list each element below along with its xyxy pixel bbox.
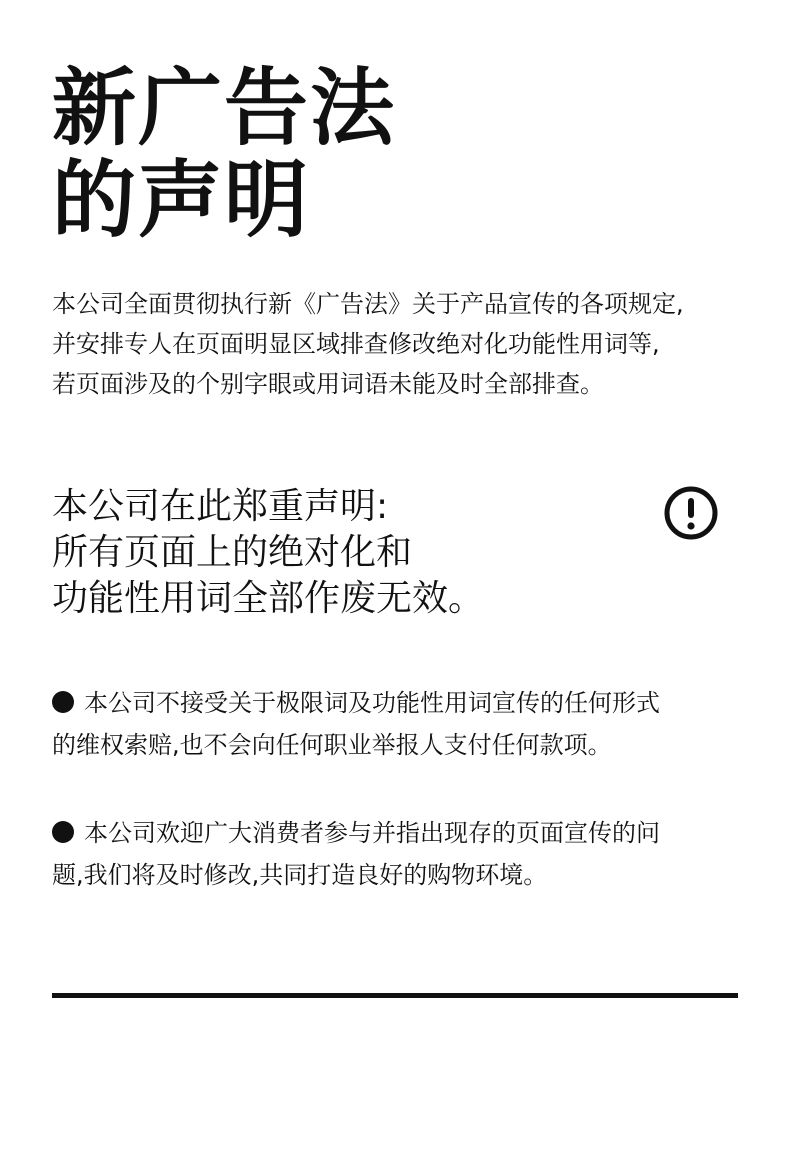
bullet-item-welcome-feedback [52, 812, 752, 896]
bullet-2-line-1 [52, 812, 752, 854]
bullet-1-text-1: 本公司不接受关于极限词及功能性用词宣传的任何形式 [84, 689, 660, 717]
bullet-dot-icon [52, 821, 74, 843]
declaration-line-1: 本公司在此郑重声明: [52, 486, 389, 527]
bullet-2-line-2: 题,我们将及时修改,共同打造良好的购物环境。 [52, 861, 548, 889]
bullet-2-text-1: 本公司欢迎广大消费者参与并指出现存的页面宣传的问 [84, 819, 660, 847]
intro-paragraph [52, 284, 752, 404]
declaration-line-3: 功能性用词全部作废无效。 [52, 578, 485, 619]
intro-line-2: 并安排专人在页面明显区域排查修改绝对化功能性用词等, [52, 330, 660, 358]
exclamation-circle-icon [663, 485, 719, 541]
intro-line-3: 若页面涉及的个别字眼或用词语未能及时全部排查。 [52, 370, 604, 398]
bullet-item-no-claims [52, 682, 752, 766]
page-title [52, 59, 397, 249]
bullet-1-line-2: 的维权索赔,也不会向任何职业举报人支付任何款项。 [52, 731, 612, 759]
declaration-line-2: 所有页面上的绝对化和 [52, 532, 413, 573]
bottom-divider [52, 993, 738, 998]
title-line-2: 的声明 [52, 151, 311, 249]
bullet-dot-icon [52, 691, 74, 713]
intro-line-1: 本公司全面贯彻执行新《广告法》关于产品宣传的各项规定, [52, 290, 684, 318]
declaration-statement [52, 484, 612, 622]
bullet-1-line-1 [52, 682, 752, 724]
title-line-1: 新广告法 [52, 59, 397, 157]
